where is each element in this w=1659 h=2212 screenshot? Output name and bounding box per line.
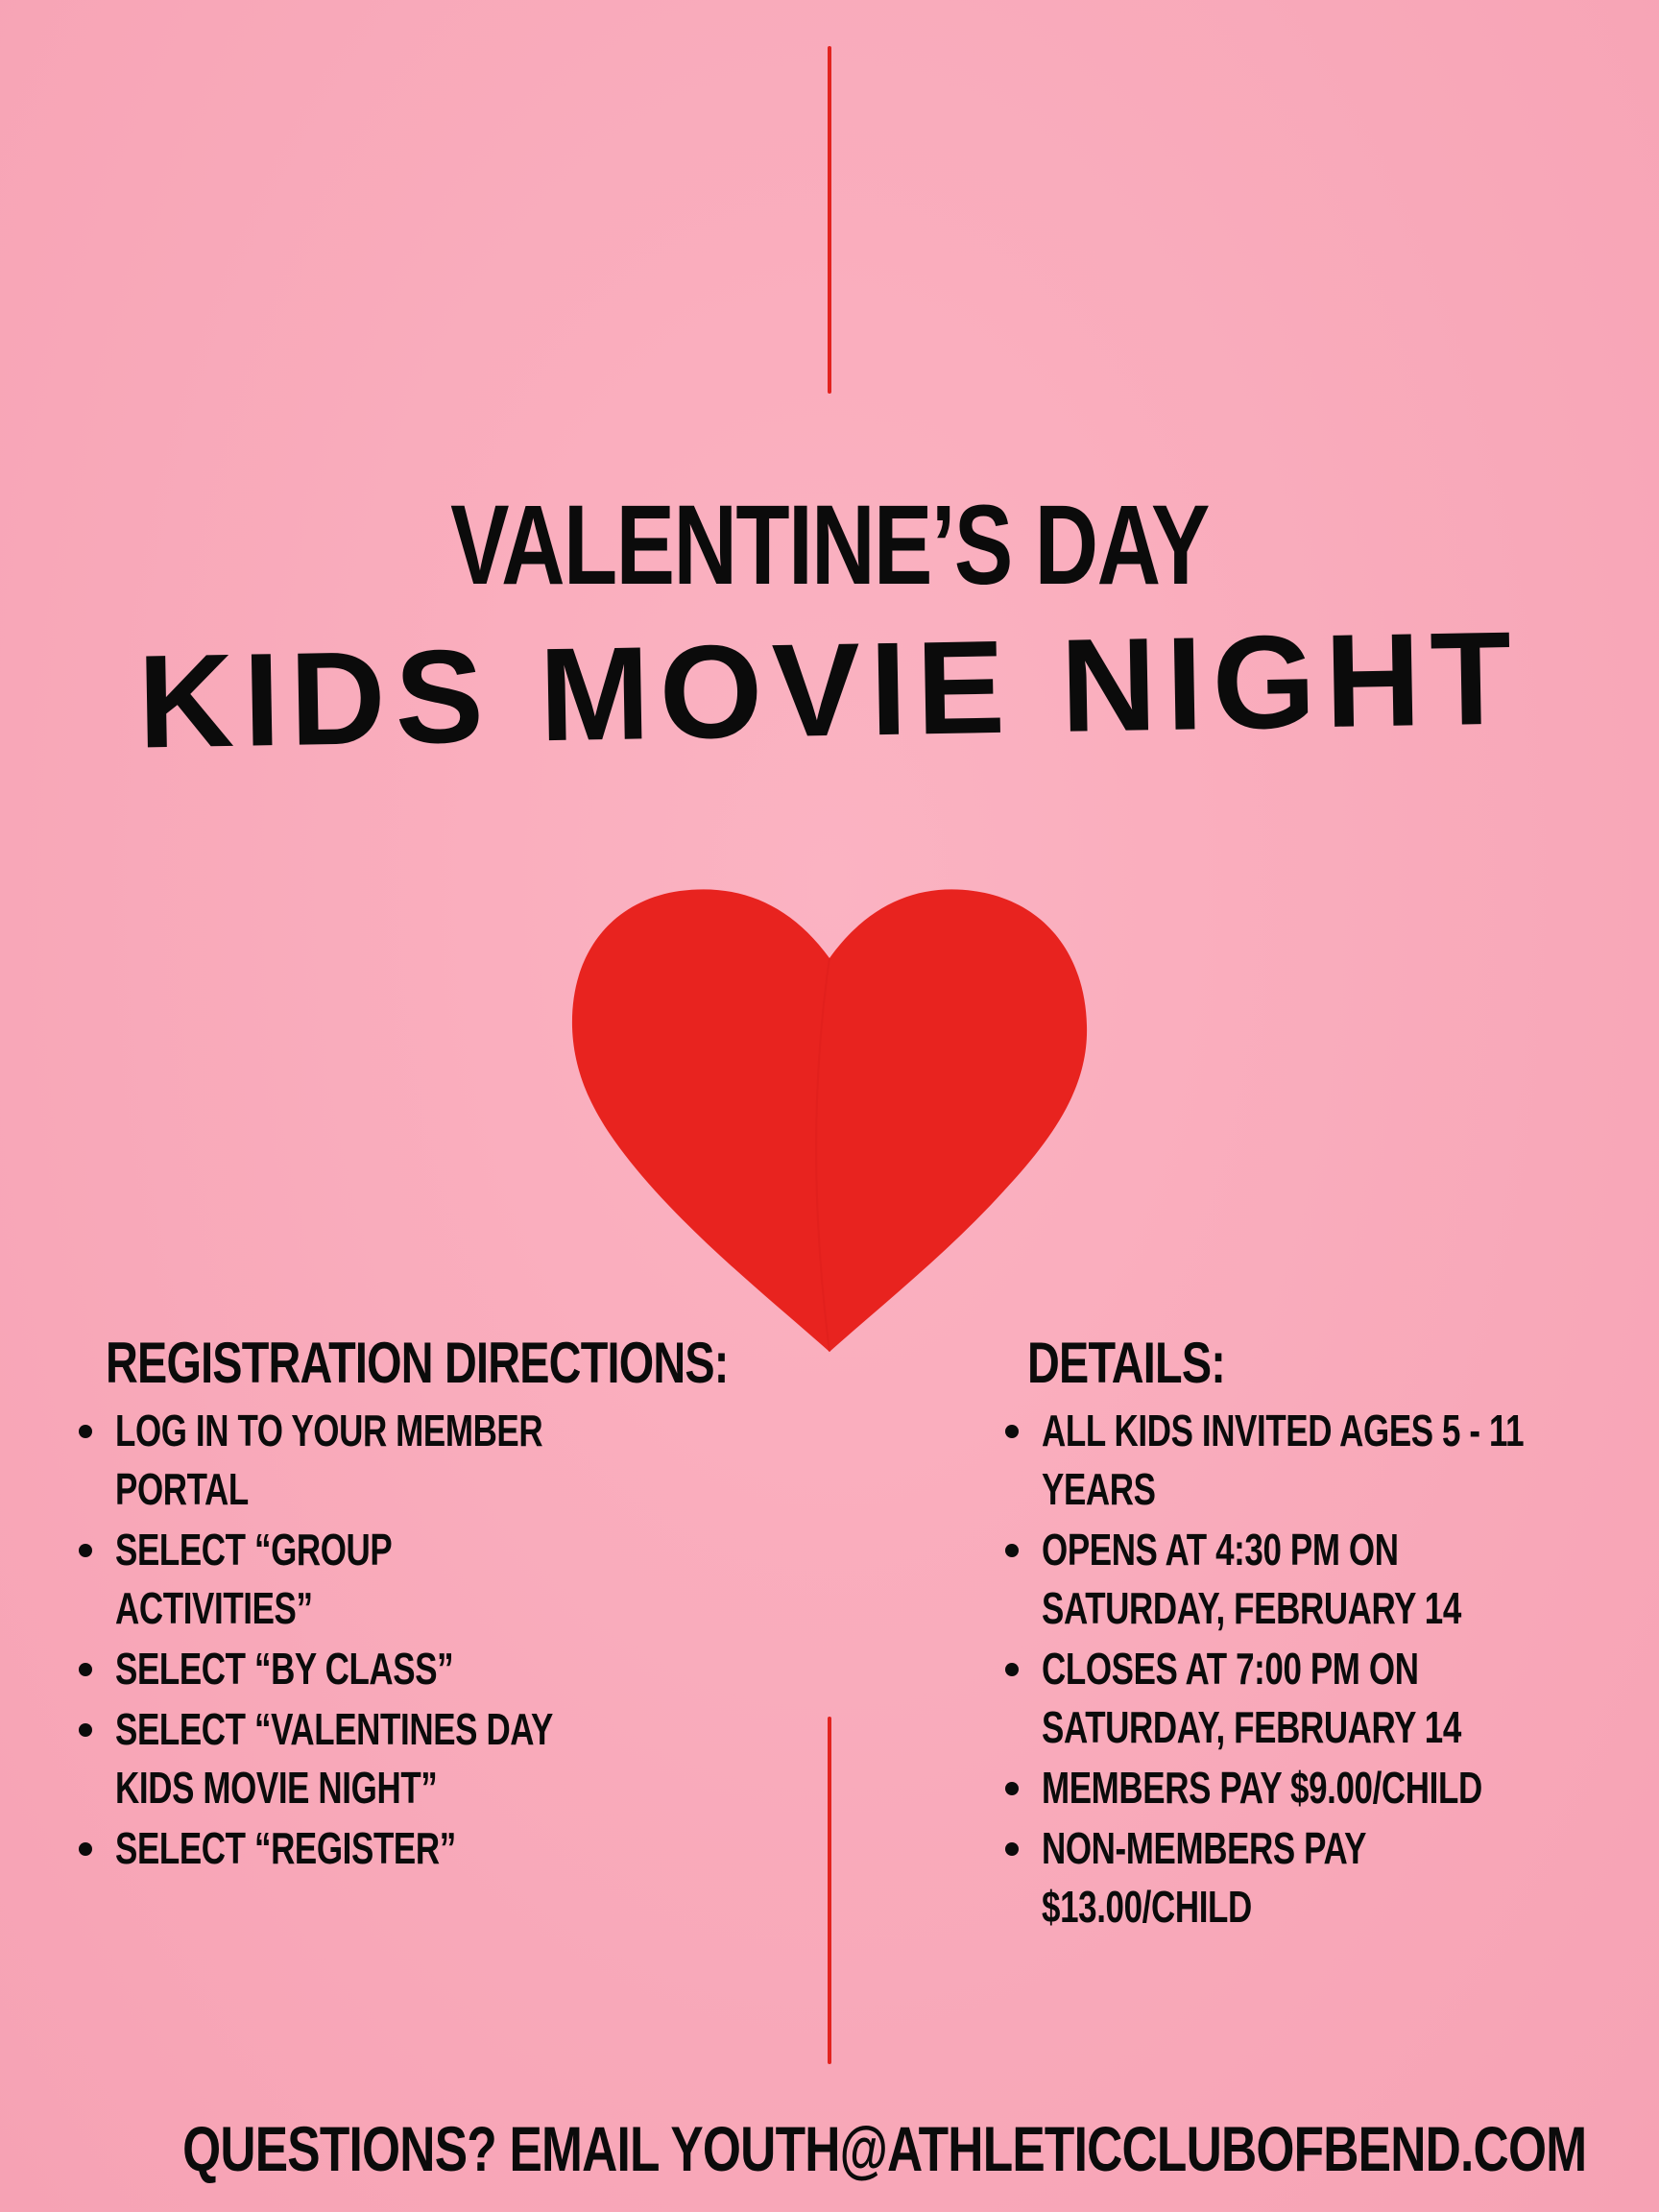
heart-icon: [566, 883, 1093, 1363]
bullet-icon: [79, 1425, 92, 1438]
bullet-icon: [1005, 1425, 1019, 1438]
list-item-text: CLOSES AT 7:00 PM ON SATURDAY, FEBRUARY 14: [1042, 1644, 1461, 1752]
list-item: [1001, 1402, 1539, 1519]
bullet-icon: [1005, 1663, 1019, 1676]
details-list: [1001, 1402, 1539, 1938]
list-item: [75, 1819, 574, 1878]
list-item: [75, 1700, 574, 1817]
bullet-icon: [1005, 1842, 1019, 1856]
list-item: [1001, 1640, 1539, 1757]
list-item-text: SELECT “VALENTINES DAY KIDS MOVIE NIGHT”: [115, 1704, 553, 1813]
list-item-text: SELECT “REGISTER”: [115, 1823, 456, 1873]
list-item-text: NON-MEMBERS PAY $13.00/CHILD: [1042, 1823, 1366, 1932]
list-item-text: MEMBERS PAY $9.00/CHILD: [1042, 1763, 1482, 1813]
list-item: [75, 1640, 574, 1698]
list-item-text: OPENS AT 4:30 PM ON SATURDAY, FEBRUARY 14: [1042, 1525, 1461, 1633]
list-item: [1001, 1759, 1539, 1817]
contact-email: QUESTIONS? EMAIL YOUTH@ATHLETICCLUBOFBEND.COM: [182, 2113, 1587, 2184]
hanging-line-top: [828, 46, 831, 394]
list-item: [75, 1402, 574, 1519]
hanging-line-bottom: [828, 1717, 831, 2064]
list-item-text: LOG IN TO YOUR MEMBER PORTAL: [115, 1406, 543, 1514]
event-title: KIDS MOVIE NIGHT: [136, 604, 1523, 777]
list-item: [75, 1521, 574, 1638]
event-subtitle: VALENTINE’S DAY: [450, 482, 1209, 609]
bullet-icon: [79, 1842, 92, 1856]
list-item-text: SELECT “BY CLASS”: [115, 1644, 454, 1694]
registration-heading: REGISTRATION DIRECTIONS:: [106, 1331, 729, 1395]
bullet-icon: [79, 1544, 92, 1557]
bullet-icon: [79, 1663, 92, 1676]
registration-list: [75, 1402, 574, 1880]
list-item-text: SELECT “GROUP ACTIVITIES”: [115, 1525, 392, 1633]
bullet-icon: [1005, 1782, 1019, 1795]
list-item: [1001, 1521, 1539, 1638]
list-item-text: ALL KIDS INVITED AGES 5 - 11 YEARS: [1042, 1406, 1525, 1514]
details-heading: DETAILS:: [1027, 1331, 1226, 1395]
list-item: [1001, 1819, 1539, 1936]
bullet-icon: [1005, 1544, 1019, 1557]
bullet-icon: [79, 1723, 92, 1737]
